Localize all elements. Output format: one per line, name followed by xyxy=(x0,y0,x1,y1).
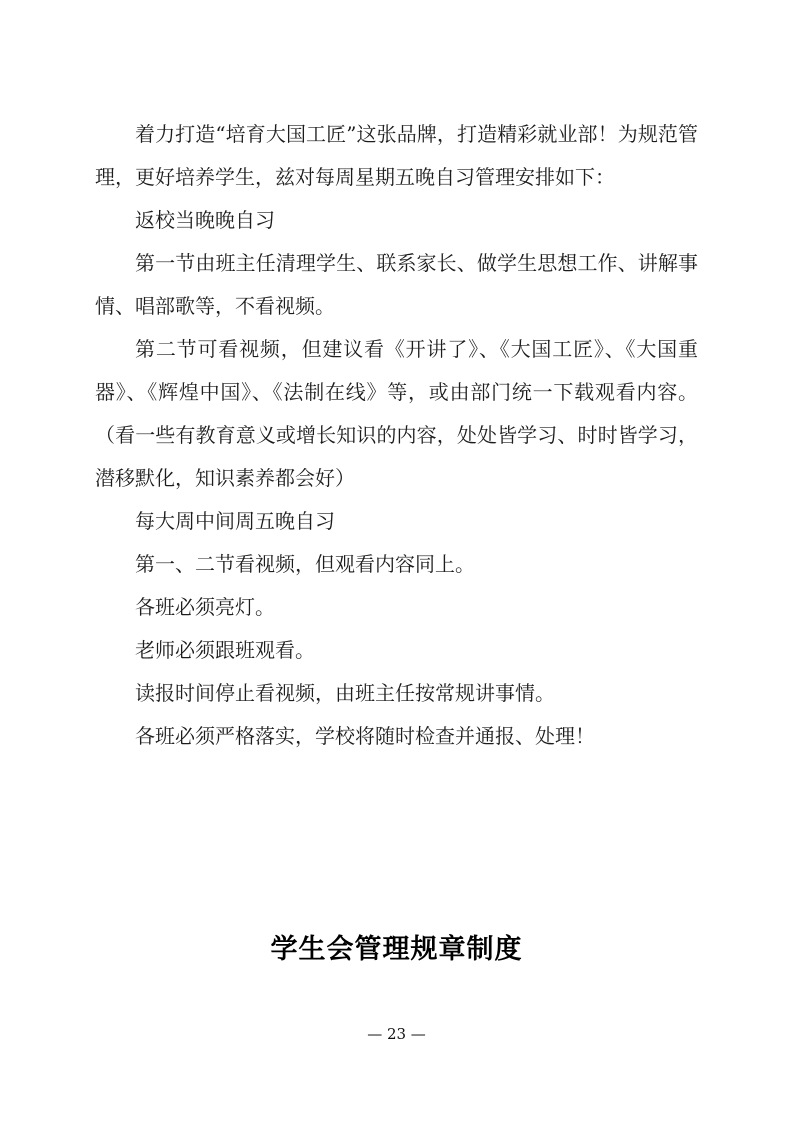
paragraph: 老师必须跟班观看。 xyxy=(135,638,315,662)
paragraph: 每大周中间周五晚自习 xyxy=(135,509,335,533)
page-number: — 23 — xyxy=(367,1025,426,1043)
paragraph: 各班必须亮灯。 xyxy=(135,595,275,619)
paragraph: 各班必须严格落实，学校将随时检查并通报、处理！ xyxy=(135,724,595,748)
paragraph: 着力打造“培育大国工匠”这张品牌，打造精彩就业部！为规范管理，更好培养学生，兹对每周星期五晚自习管理安排如下： xyxy=(95,122,698,189)
paragraph: 第二节可看视频，但建议看《开讲了》、《大国工匠》、《大国重器》、《辉煌中国》、《法制在线》等，或由部门统一下载观看内容。（看一些有教育意义或增长知识的内容，处处皆学习、时时皆学习，潜移默化，知识素养都会好） xyxy=(95,337,698,490)
section-heading: 学生会管理规章制度 xyxy=(270,934,523,964)
paragraph: 第一、二节看视频，但观看内容同上。 xyxy=(135,552,475,576)
document-body xyxy=(95,113,698,967)
paragraph: 返校当晚晚自习 xyxy=(135,208,275,232)
paragraph: 第一节由班主任清理学生、联系家长、做学生思想工作、讲解事情、唱部歌等，不看视频。 xyxy=(95,251,698,318)
paragraph: 读报时间停止看视频，由班主任按常规讲事情。 xyxy=(135,681,555,705)
